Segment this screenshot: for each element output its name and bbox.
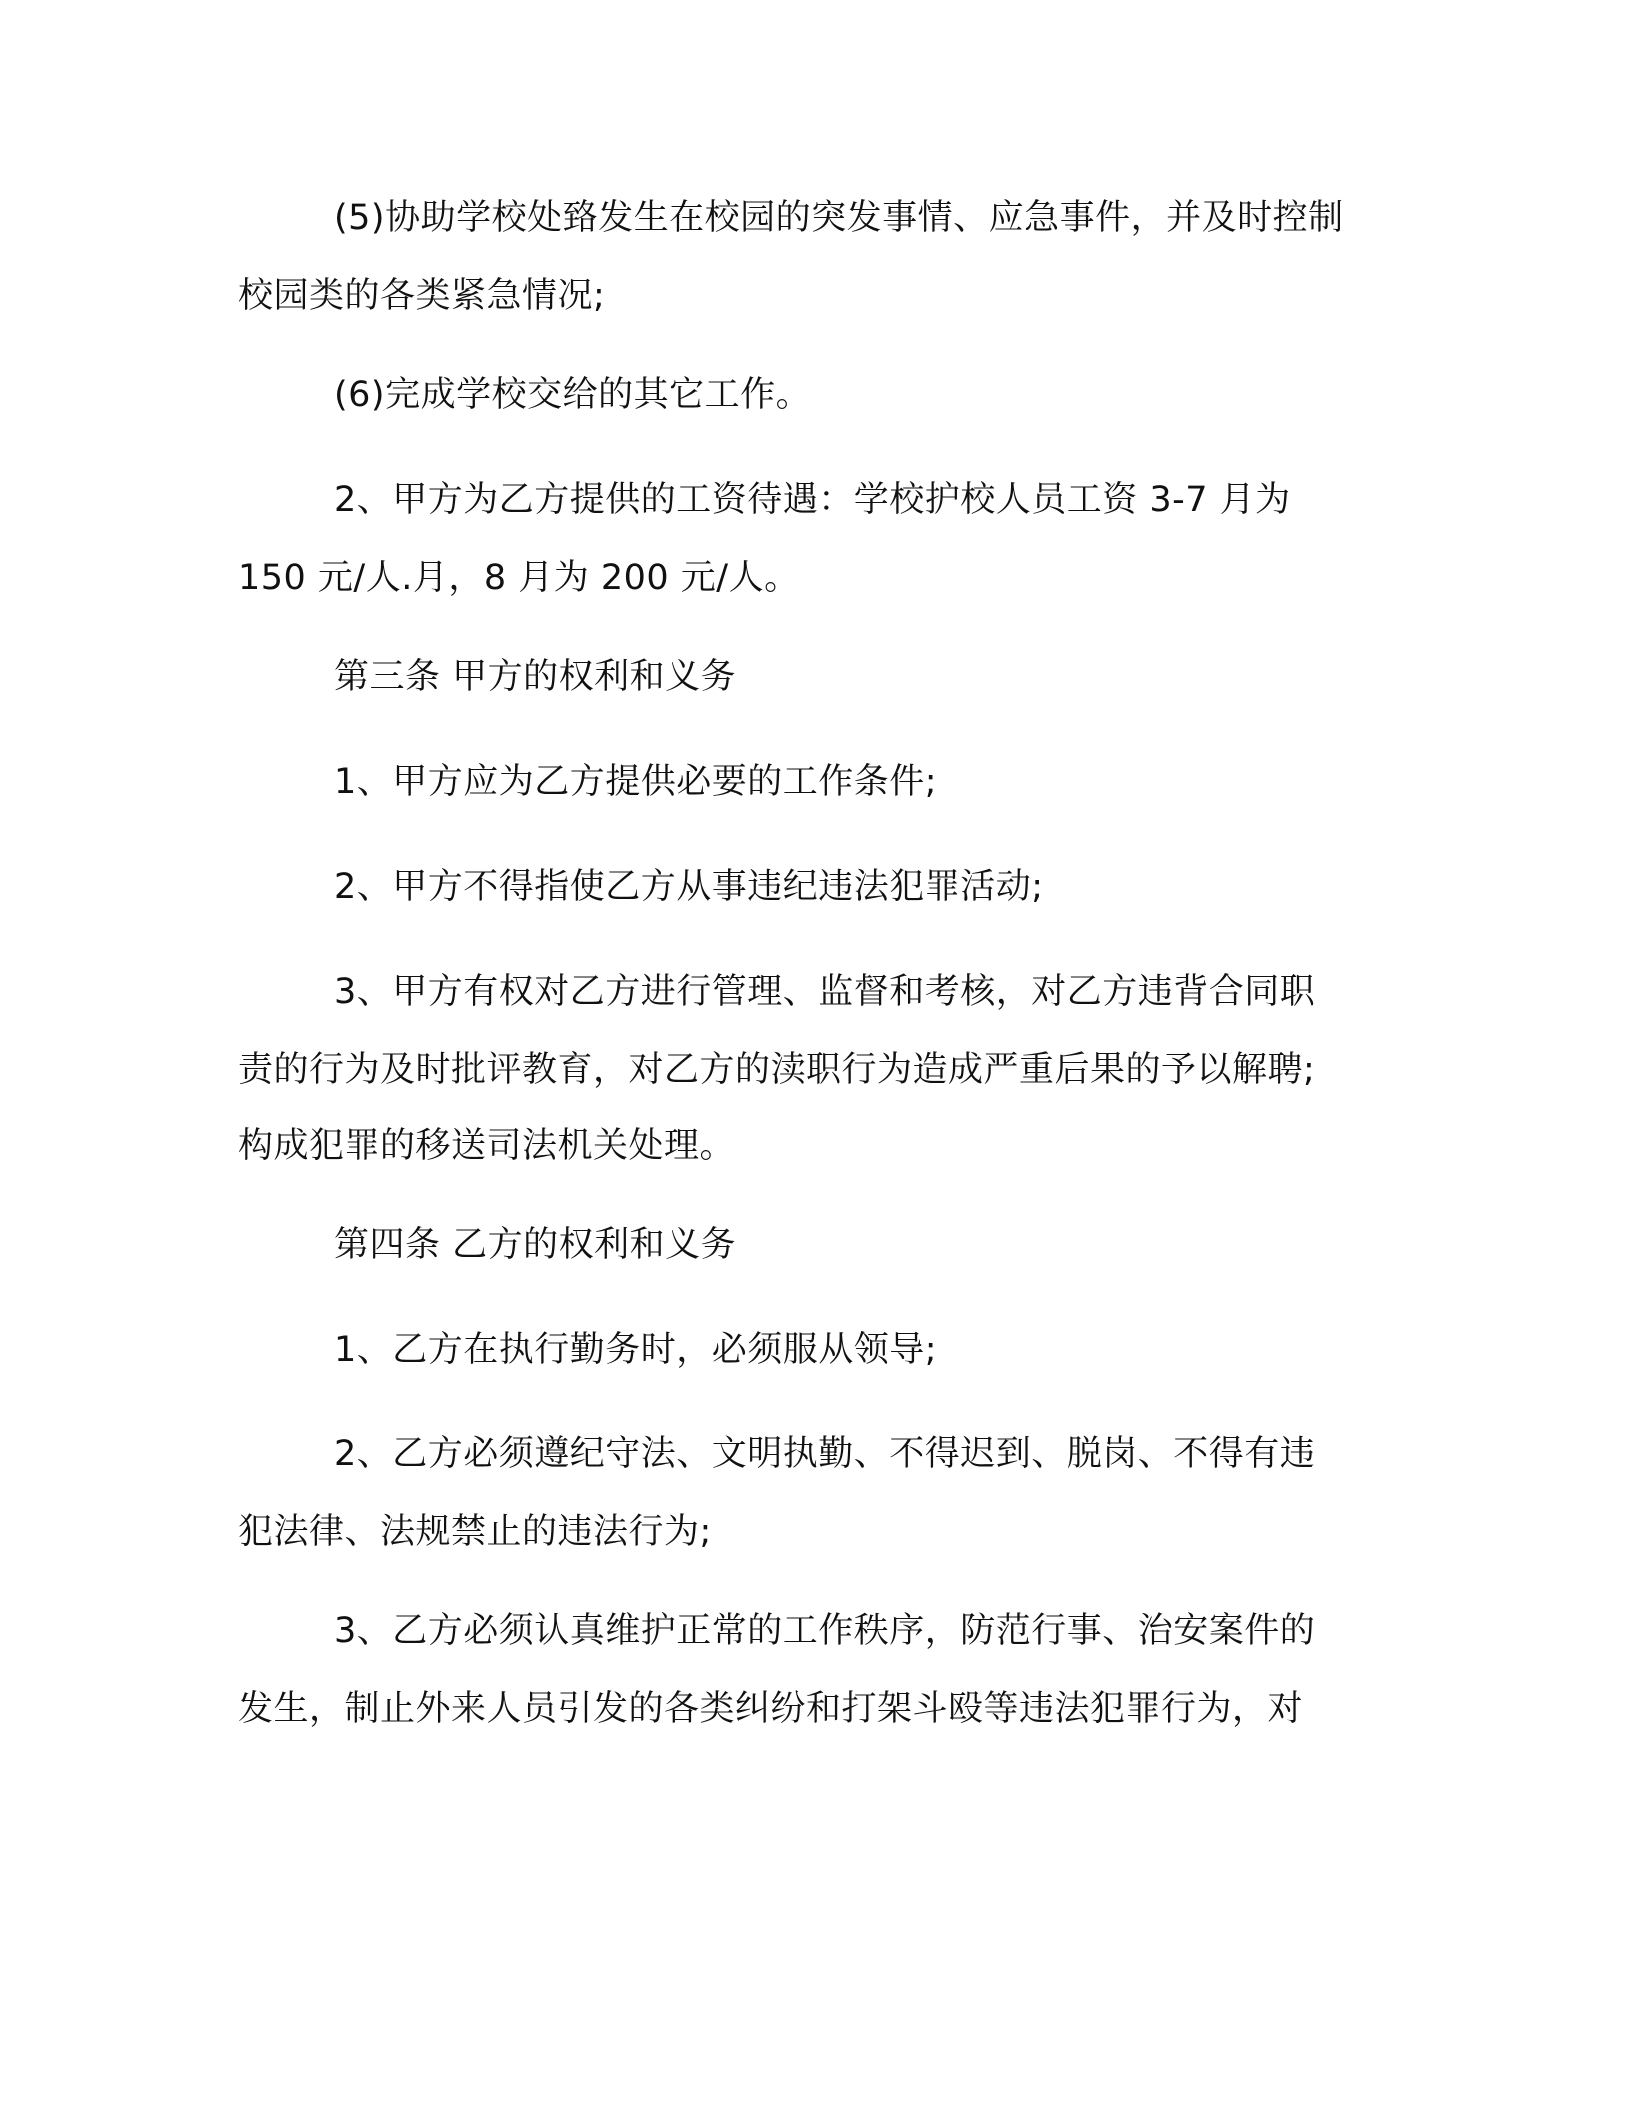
paragraph-6-line-2: 责的行为及时批评教育，对乙方的渎职行为造成严重后果的予以解聘; — [238, 1050, 1316, 1090]
paragraph-1-line-2: 校园类的各类紧急情况; — [238, 276, 606, 316]
paragraph-1-line-1: (5)协助学校处臵发生在校园的突发事情、应急事件，并及时控制 — [334, 198, 1344, 238]
paragraph-9-line-1: 3、乙方必须认真维护正常的工作秩序，防范行事、治安案件的 — [334, 1611, 1316, 1651]
paragraph-3-line-2: 150 元/人.月，8 月为 200 元/人。 — [238, 558, 800, 598]
paragraph-5-line-1: 2、甲方不得指使乙方从事违纪违法犯罪活动; — [334, 867, 1044, 907]
paragraph-4-line-1: 1、甲方应为乙方提供必要的工作条件; — [334, 762, 938, 802]
paragraph-3-line-1: 2、甲方为乙方提供的工资待遇：学校护校人员工资 3-7 月为 — [334, 480, 1291, 520]
paragraph-7-line-1: 1、乙方在执行勤务时，必须服从领导; — [334, 1330, 938, 1370]
paragraph-2-line-1: (6)完成学校交给的其它工作。 — [334, 375, 812, 415]
section-heading-4: 第四条 乙方的权利和义务 — [334, 1225, 737, 1265]
section-heading-3: 第三条 甲方的权利和义务 — [334, 657, 737, 697]
paragraph-6-line-1: 3、甲方有权对乙方进行管理、监督和考核，对乙方违背合同职 — [334, 972, 1316, 1012]
paragraph-8-line-1: 2、乙方必须遵纪守法、文明执勤、不得迟到、脱岗、不得有违 — [334, 1434, 1316, 1474]
paragraph-9-line-2: 发生，制止外来人员引发的各类纠纷和打架斗殴等违法犯罪行为，对 — [238, 1689, 1304, 1729]
paragraph-8-line-2: 犯法律、法规禁止的违法行为; — [238, 1512, 712, 1552]
paragraph-6-line-3: 构成犯罪的移送司法机关处理。 — [238, 1126, 736, 1166]
